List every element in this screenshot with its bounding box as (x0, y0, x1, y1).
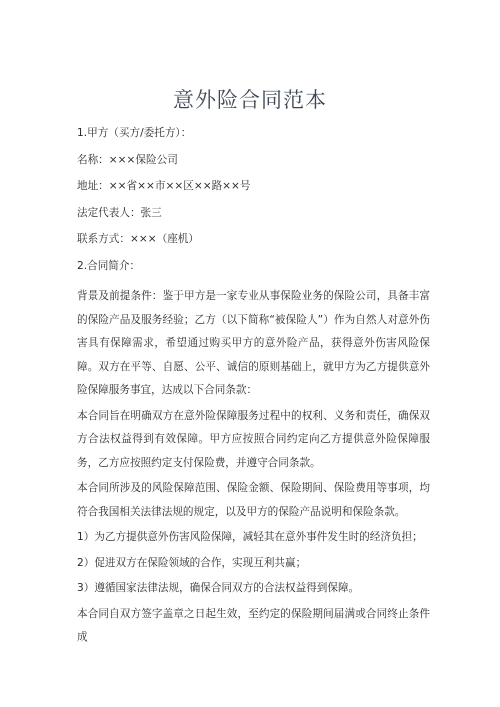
section2-heading: 2.合同简介： (77, 259, 141, 272)
list-item: 3）遵循国家法律法规，确保合同双方的合法权益得到保障。 (77, 582, 360, 594)
party-a-heading: 1.甲方（买方/委托方）： (77, 127, 192, 139)
list-item: 2）促进双方在保险领域的合作，实现互利共赢； (77, 556, 307, 569)
party-a-name: 名称：×××保险公司 (77, 153, 178, 166)
paragraph-background: 背景及前提条件：鉴于甲方是一家专业从事保险业务的保险公司，具备丰富的保险产品及服务经验；乙方（以下简称“被保险人”）作为自然人对意外伤害具有保障需求，希望通过购买甲方的意外险产品，获得意外伤害风险保障。双方在平等、自愿、公平、诚信的原则基础上，就甲方为乙方提供意外险保障服务事宜，达成以下合同条款： (77, 290, 430, 396)
paragraph-scope: 本合同所涉及的风险保障范围、保险金额、保险期间、保险费用等事项，均符合我国相关法律法规的规定，以及甲方的保险产品说明和保险条款。 (77, 482, 430, 518)
party-a-contact: 联系方式：×××（座机） (77, 233, 199, 245)
paragraph-purpose: 本合同旨在明确双方在意外险保障服务过程中的权利、义务和责任，确保双方合法权益得到有效保障。甲方应按照合同约定向乙方提供意外险保障服务，乙方应按照约定支付保险费，并遵守合同条款。 (77, 409, 430, 469)
paragraph-effective: 本合同自双方签字盖章之日起生效，至约定的保险期间届满或合同终止条件成 (77, 607, 430, 643)
list-item: 1）为乙方提供意外伤害风险保障，减轻其在意外事件发生时的经济负担； (77, 531, 423, 543)
document-body (77, 126, 430, 652)
party-a-address: 地址：××省××市××区××路××号 (77, 180, 251, 192)
document-title: 意外险合同范本 (173, 88, 327, 112)
party-a-legal-rep: 法定代表人：张三 (77, 206, 162, 219)
